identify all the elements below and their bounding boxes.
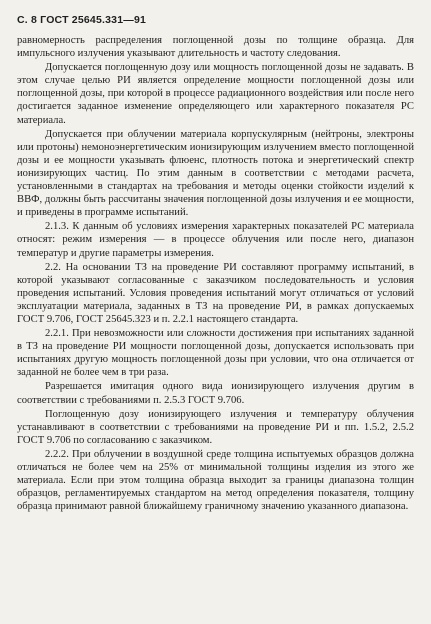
paragraph-imitation: Разрешается имитация одного вида ионизирующего излучения другим в соответствии с требованиями п. 2.5.3 ГОСТ 9.706. bbox=[17, 381, 414, 406]
paragraph-corpuscular-radiation: Допускается при облучении материала корпускулярным (нейтроны, электроны или протоны) немоноэнергетическим ионизирующим излучением вместо поглощенной дозы и ее мощности указывать флюенс, плотность потока и энергетический спектр ионизирующих частиц. По этим данным в соответствии с методами расчета, установленными в стандартах на требования и методы оценки стойкости изделий к ВВФ, должны быть рассчитаны значения поглощенной дозы излучения и ее мощности, и приведены в программе испытаний. bbox=[17, 128, 414, 219]
paragraph-dose-temperature: Поглощенную дозу ионизирующего излучения и температуру облучения устанавливают в соответствии с требованиями на проведение РИ и пп. 1.5.2, 2.5.2 ГОСТ 9.706 по согласованию с заказчиком. bbox=[17, 408, 414, 446]
paragraph-2-1-3: 2.1.3. К данным об условиях измерения характерных показателей РС материала относят: режим измерения — в процессе облучения или после него, диапазон температур и другие параметры измерения. bbox=[17, 221, 414, 259]
paragraph-dose-uniformity: равномерность распределения поглощенной дозы по толщине образца. Для импульсного излучения указывают длительность и частоту следования. bbox=[17, 35, 414, 60]
paragraph-2-2-2: 2.2.2. При облучении в воздушной среде толщина испытуемых образцов должна отличаться не более чем на 25% от минимальной толщины изделия из этого же материала. Если при этом толщина образца выходит за границы диапазона толщин образцов, регламентируемых стандартом на метод определения показателя, толщину образца принимают равной ближайшему граничному значению указанного диапазона. bbox=[17, 448, 414, 513]
paragraph-2-2-1: 2.2.1. При невозможности или сложности достижения при испытаниях заданной в ТЗ на проведение РИ мощности поглощенной дозы, допускается использовать при испытаниях другую мощность поглощенной дозы при условии, что она отличается от заданной не более чем в три раза. bbox=[17, 328, 414, 379]
paragraph-dose-optional: Допускается поглощенную дозу или мощность поглощенной дозы не задавать. В этом случае целью РИ является определение мощности поглощенной дозы или поглощенной дозы, при которой в процессе радиационного воздействия или после него достигается заданное изменение определяющего или характерного показателя РС материала. bbox=[17, 62, 414, 126]
paragraph-2-2: 2.2. На основании ТЗ на проведение РИ составляют программу испытаний, в которой указывают согласованные с заказчиком последовательность и условия проведения испытаний. Условия проведения испытаний могут отличаться от условий эксплуатации материала, заданных в ТЗ на проведение РИ, в рамках допускаемых ГОСТ 9.706, ГОСТ 25645.323 и п. 2.2.1 настоящего стандарта. bbox=[17, 261, 414, 325]
page-header: С. 8 ГОСТ 25645.331—91 bbox=[17, 14, 147, 26]
